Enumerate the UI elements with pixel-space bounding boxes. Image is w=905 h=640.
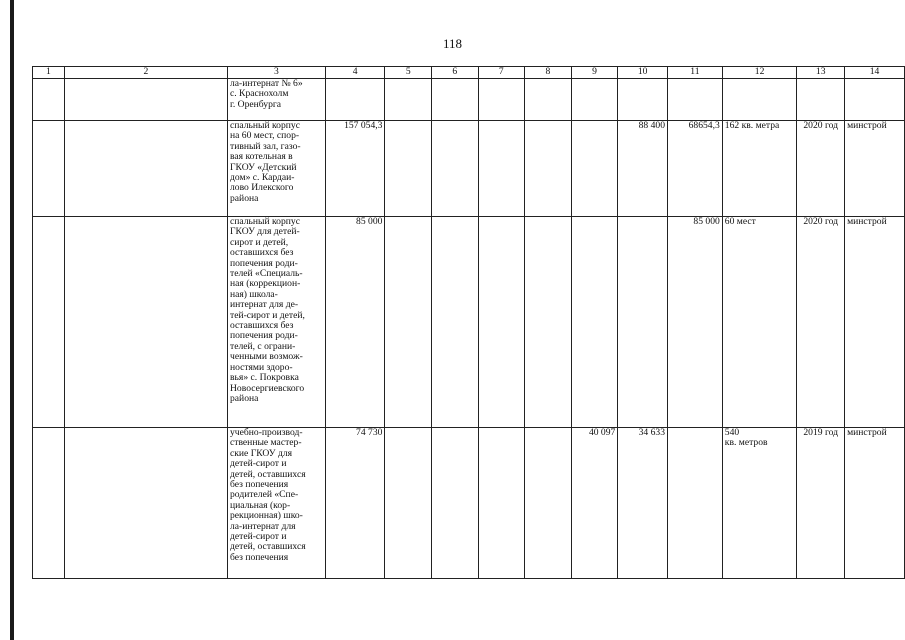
column-header: 10 — [618, 67, 668, 79]
table-cell — [845, 79, 905, 121]
capacity-cell: 540 кв. метров — [722, 428, 797, 579]
table-row — [33, 79, 905, 121]
column-header: 12 — [722, 67, 797, 79]
table-cell — [431, 428, 478, 579]
table-cell: 85 000 — [668, 217, 723, 428]
cost-total: 74 730 — [325, 428, 385, 579]
table-cell — [385, 428, 432, 579]
table-cell: 40 097 — [571, 428, 618, 579]
table-cell — [33, 79, 65, 121]
table-cell — [525, 121, 572, 217]
table-cell — [431, 121, 478, 217]
table-cell — [385, 121, 432, 217]
table-cell: 68654,3 — [668, 121, 723, 217]
responsible-cell: минстрой — [845, 428, 905, 579]
table-cell — [385, 79, 432, 121]
table-header-row — [33, 67, 905, 79]
responsible-cell: минстрой — [845, 217, 905, 428]
table-cell — [385, 217, 432, 428]
object-description: ла-интернат № 6» с. Краснохолм г. Оренбурга — [228, 79, 326, 121]
table-cell — [797, 79, 845, 121]
table-cell — [431, 217, 478, 428]
table-cell — [64, 217, 227, 428]
responsible-cell: минстрой — [845, 121, 905, 217]
column-header: 13 — [797, 67, 845, 79]
year-cell: 2020 год — [797, 217, 845, 428]
capacity-cell: 162 кв. метра — [722, 121, 797, 217]
table-cell — [478, 121, 525, 217]
table-cell — [571, 217, 618, 428]
table-cell — [571, 79, 618, 121]
table-cell — [478, 217, 525, 428]
table-cell — [478, 79, 525, 121]
column-header: 5 — [385, 67, 432, 79]
table-cell — [525, 217, 572, 428]
capacity-cell: 60 мест — [722, 217, 797, 428]
page-number: 118 — [442, 36, 463, 51]
column-header: 14 — [845, 67, 905, 79]
table-cell — [64, 428, 227, 579]
scan-edge-bar — [10, 0, 14, 640]
data-table — [32, 66, 905, 579]
object-description: учебно-производ- ственные мастер- ские ГКОУ для детей-сирот и детей, оставшихся без попечения родителей «Спе- циальная (кор- рекционная) шко- ла-интернат для детей-сирот и детей, оставшихся без попечения — [228, 428, 326, 579]
object-description: спальный корпус ГКОУ для детей- сирот и детей, оставшихся без попечения роди- телей «Специаль- ная (коррекцион- ная) школа- интернат для де- тей-сирот и детей, оставшихся без попечения роди- телей, с ограни- ченными возмож- ностями здоро- вья» с. Покровка Новосергиевского района — [228, 217, 326, 428]
table-cell — [525, 79, 572, 121]
table-cell — [668, 428, 723, 579]
table-cell — [618, 217, 668, 428]
column-header: 2 — [64, 67, 227, 79]
column-header: 4 — [325, 67, 385, 79]
year-cell: 2019 год — [797, 428, 845, 579]
table-cell — [478, 428, 525, 579]
table-row — [33, 217, 905, 428]
table-cell — [668, 79, 723, 121]
table-cell — [618, 79, 668, 121]
table-cell — [722, 79, 797, 121]
table-cell — [525, 428, 572, 579]
column-header: 11 — [668, 67, 723, 79]
table-cell — [64, 121, 227, 217]
object-description: спальный корпус на 60 мест, спор- тивный зал, газо- вая котельная в ГКОУ «Детский дом» с. Кардаи- лово Илекского района — [228, 121, 326, 217]
table-cell: 88 400 — [618, 121, 668, 217]
table-cell — [33, 428, 65, 579]
table-row — [33, 121, 905, 217]
table-cell — [431, 79, 478, 121]
column-header: 3 — [228, 67, 326, 79]
table-cell — [33, 121, 65, 217]
table-cell: 34 633 — [618, 428, 668, 579]
column-header: 1 — [33, 67, 65, 79]
column-header: 7 — [478, 67, 525, 79]
column-header: 6 — [431, 67, 478, 79]
table-cell — [325, 79, 385, 121]
cost-total: 85 000 — [325, 217, 385, 428]
column-header: 8 — [525, 67, 572, 79]
table-cell — [33, 217, 65, 428]
table-row — [33, 428, 905, 579]
cost-total: 157 054,3 — [325, 121, 385, 217]
year-cell: 2020 год — [797, 121, 845, 217]
column-header: 9 — [571, 67, 618, 79]
table-cell — [571, 121, 618, 217]
table-cell — [64, 79, 227, 121]
